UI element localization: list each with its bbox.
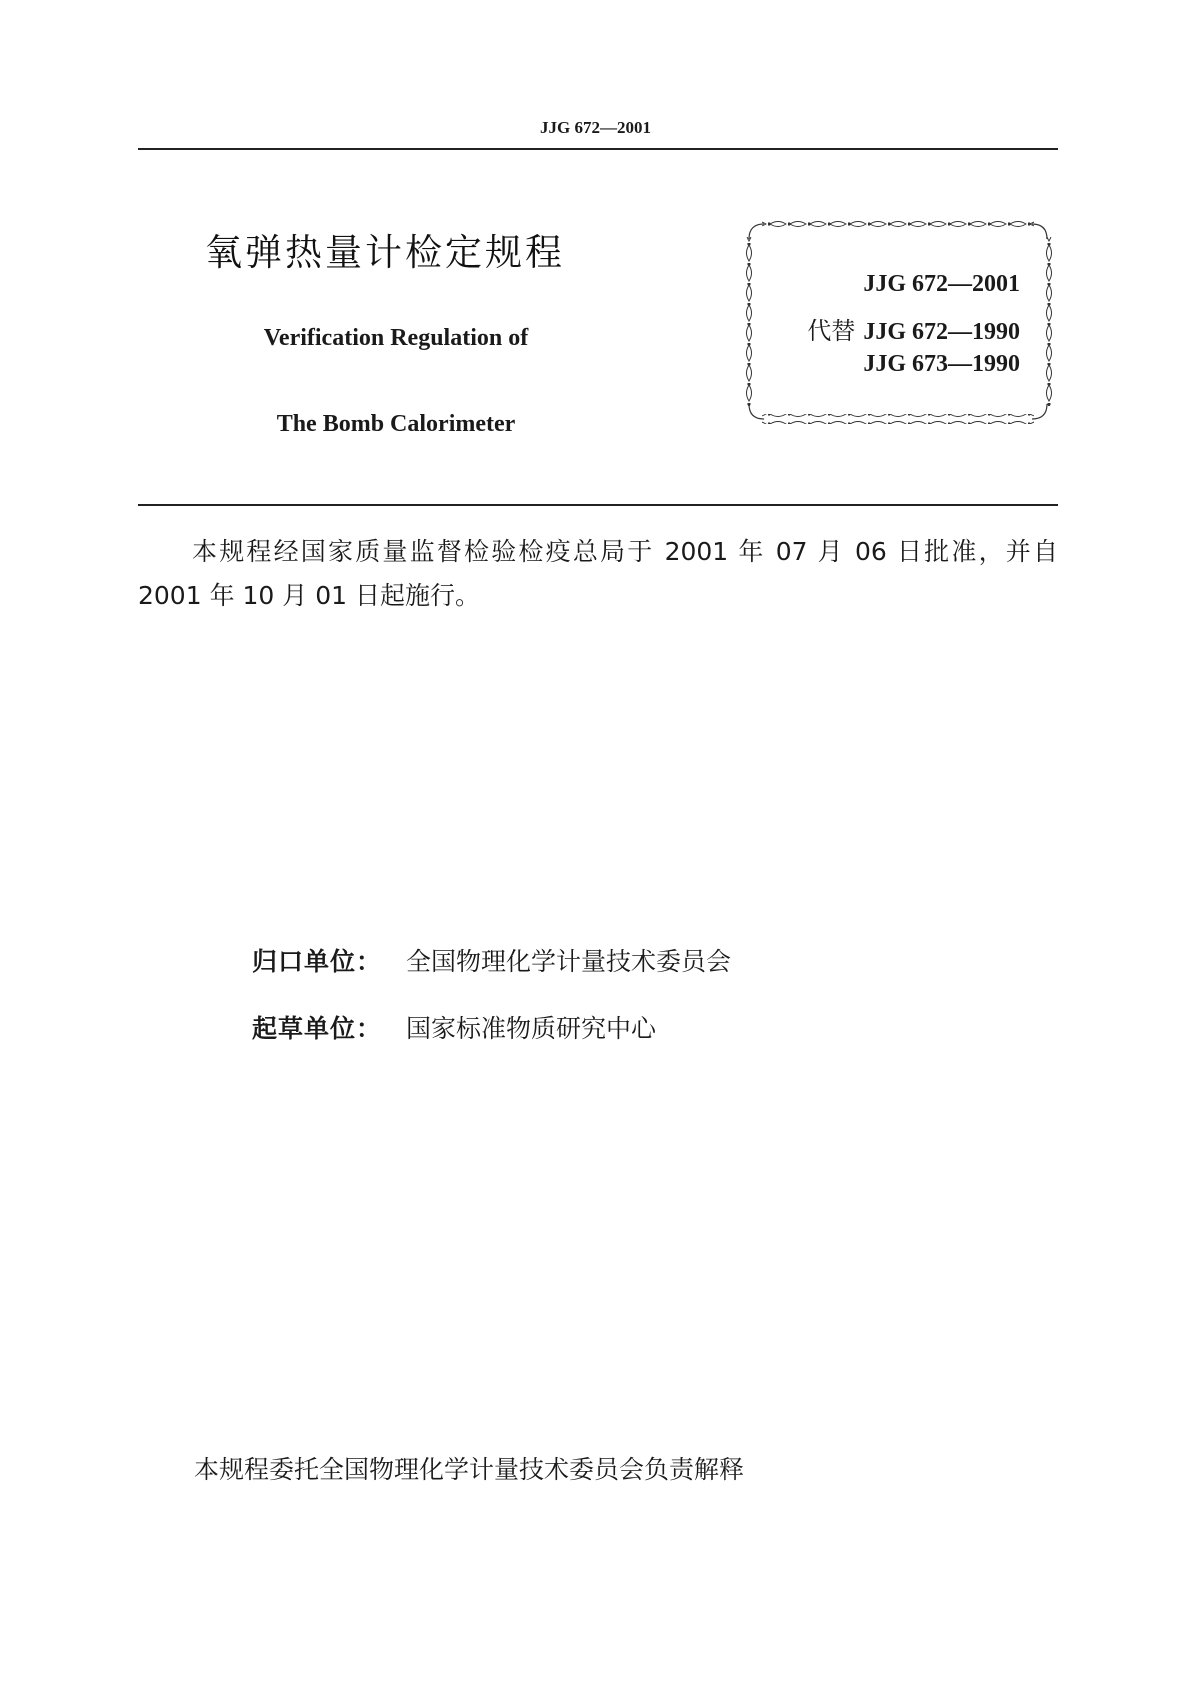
- replaced-standard-1: JJG 672—1990: [863, 319, 1020, 345]
- approval-statement: 本规程经国家质量监督检验检疫总局于 2001 年 07 月 06 日批准，并自 2001 年 10 月 01 日起施行。: [138, 537, 1058, 610]
- organization-label: 归口单位：: [252, 947, 383, 976]
- standard-code: JJG 672—2001: [863, 271, 1020, 297]
- middle-divider: [138, 504, 1058, 506]
- standard-code-box: [744, 219, 1052, 424]
- title-english-line1: Verification Regulation of: [263, 325, 529, 351]
- top-divider: [138, 148, 1058, 150]
- replaced-standard-2: JJG 673—1990: [863, 351, 1020, 377]
- organization-row: [252, 1009, 656, 1045]
- organization-label: 起草单位：: [252, 1014, 383, 1043]
- interpretation-note: 本规程委托全国物理化学计量技术委员会负责解释: [194, 1455, 745, 1484]
- replaces-label: 代替: [807, 317, 856, 345]
- running-header-code: JJG 672—2001: [540, 118, 651, 137]
- replaced-standard-1-line: [807, 311, 1020, 346]
- organization-value: 全国物理化学计量技术委员会: [406, 947, 732, 976]
- title-chinese: 氧弹热量计检定规程: [205, 231, 565, 274]
- organization-value: 国家标准物质研究中心: [406, 1014, 657, 1043]
- title-english-line2: The Bomb Calorimeter: [276, 411, 516, 437]
- organization-row: [252, 942, 731, 978]
